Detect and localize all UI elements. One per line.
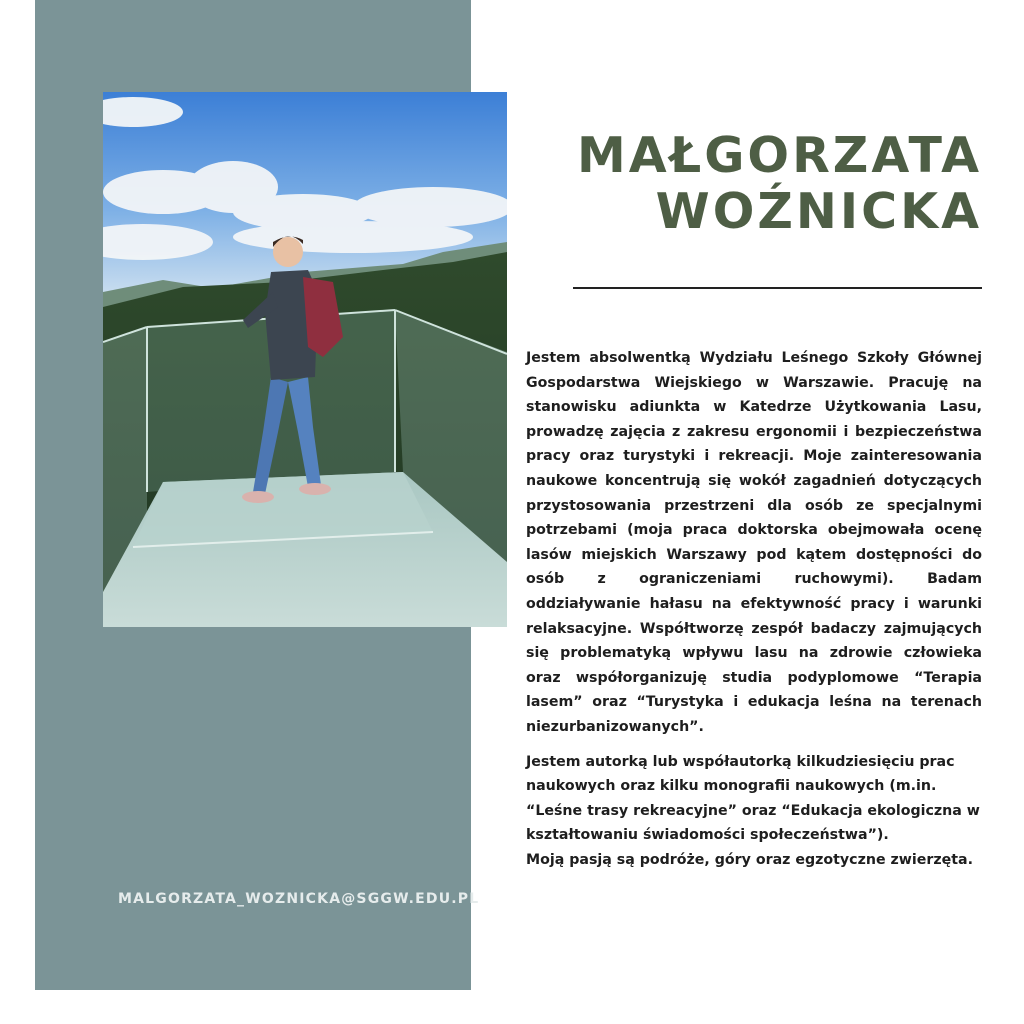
bio-paragraph-publications [526, 750, 982, 873]
person-name [520, 128, 982, 240]
email-link[interactable]: MALGORZATA_WOZNICKA@SGGW.EDU.PL [118, 891, 480, 907]
name-last: WOŹNICKA [655, 183, 982, 240]
bio-text [526, 346, 982, 872]
bio-passion-text: Moją pasją są podróże, góry oraz egzotyczne zwierzęta. [526, 851, 973, 868]
name-first: MAŁGORZATA [577, 127, 982, 184]
bio-paragraph-education: Jestem absolwentką Wydziału Leśnego Szkoły Głównej Gospodarstwa Wiejskiego w Warszawie. Pracuję na stanowisku adiunkta w Katedrze Użytkowania Lasu, prowadzę zajęcia z zakresu ergonomii i bezpieczeństwa pracy oraz turystyki i rekreacji. Moje zainteresowania naukowe koncentrują się wokół zagadnień dotyczących przystosowania przestrzeni dla osób ze specjalnymi potrzebami (moja praca doktorska obejmowała ocenę lasów miejskich Warszawy pod kątem dostępności do osób z ograniczeniami ruchowymi). Badam oddziaływanie hałasu na efektywność pracy i warunki relaksacyjne. Współtworzę zespół badaczy zajmujących się problematyką wpływu lasu na zdrowie człowieka oraz współorganizuję studia podyplomowe “Terapia lasem” oraz “Turystyka i edukacja leśna na terenach niezurbanizowanych”. [526, 350, 982, 735]
profile-photo [103, 92, 507, 627]
title-divider [573, 287, 982, 289]
bio-publications-text: Jestem autorką lub współautorką kilkudziesięciu prac naukowych oraz kilku monografii naukowych (m.in. “Leśne trasy rekreacyjne” oraz “Edukacja ekologiczna w kształtowaniu świadomości społeczeństwa”). [526, 753, 980, 844]
